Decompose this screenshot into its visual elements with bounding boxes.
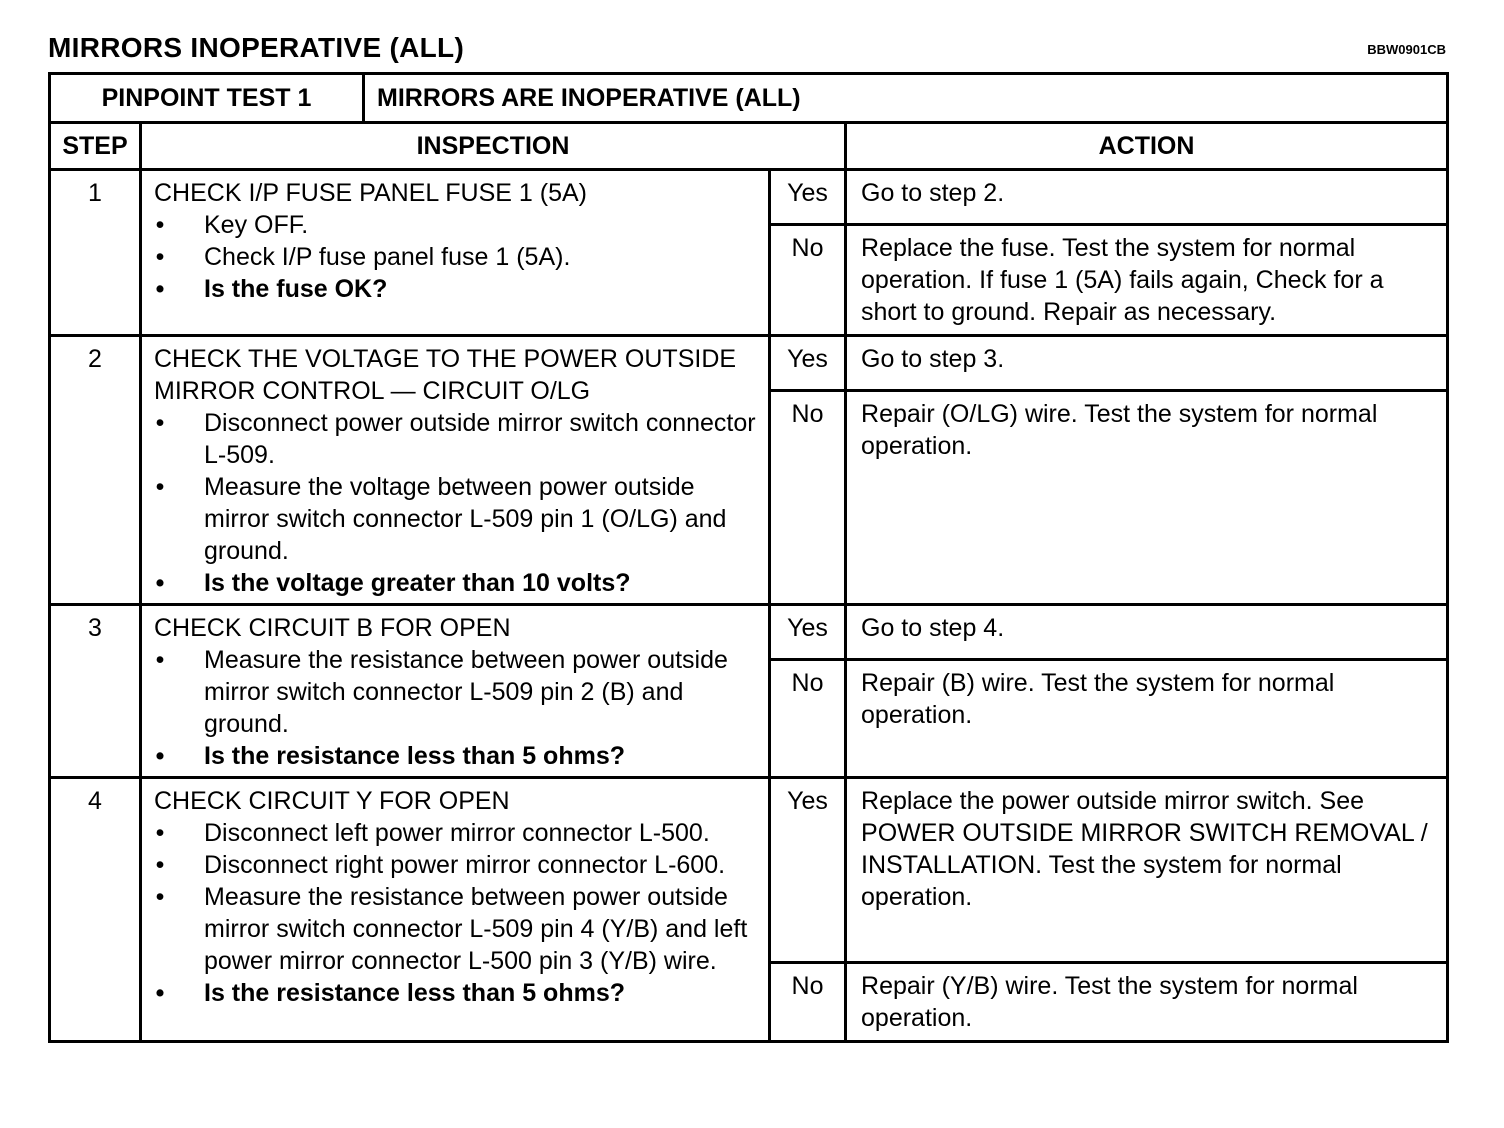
inspection-item-text: Measure the resistance between power outside mirror switch connector L-509 pin 2 (B) and ground. bbox=[204, 646, 728, 738]
step-row bbox=[50, 170, 1448, 225]
step-number: 2 bbox=[50, 336, 141, 605]
inspection-cell bbox=[141, 170, 770, 336]
step-number: 3 bbox=[50, 605, 141, 778]
inspection-item bbox=[154, 644, 758, 740]
inspection-item bbox=[154, 849, 758, 881]
step-row bbox=[50, 336, 1448, 391]
inspection-item-text: Disconnect right power mirror connector L-600. bbox=[204, 851, 726, 879]
inspection-heading: CHECK THE VOLTAGE TO THE POWER OUTSIDE MIRROR CONTROL — CIRCUIT O/LG bbox=[154, 345, 737, 405]
no-label: No bbox=[770, 225, 846, 336]
bullet-icon: • bbox=[155, 275, 165, 303]
bullet-icon: • bbox=[155, 883, 165, 911]
inspection-question-text: Is the resistance less than 5 ohms? bbox=[204, 979, 625, 1007]
pinpoint-test-table bbox=[48, 72, 1449, 1043]
inspection-heading: CHECK CIRCUIT B FOR OPEN bbox=[154, 614, 511, 642]
steps-body bbox=[50, 170, 1448, 1042]
inspection-question bbox=[154, 273, 758, 305]
yes-label: Yes bbox=[770, 605, 846, 660]
inspection-cell bbox=[141, 605, 770, 778]
inspection-question-text: Is the voltage greater than 10 volts? bbox=[204, 569, 631, 597]
no-label: No bbox=[770, 660, 846, 778]
no-label: No bbox=[770, 391, 846, 605]
inspection-item bbox=[154, 471, 758, 567]
header-step: STEP bbox=[50, 123, 141, 170]
pinpoint-title-row bbox=[50, 74, 1448, 123]
yes-label: Yes bbox=[770, 336, 846, 391]
header-inspection: INSPECTION bbox=[141, 123, 846, 170]
yes-label: Yes bbox=[770, 778, 846, 963]
bullet-icon: • bbox=[155, 979, 165, 1007]
bullet-icon: • bbox=[155, 243, 165, 271]
header-action: ACTION bbox=[846, 123, 1448, 170]
yes-action: Replace the power outside mirror switch. See POWER OUTSIDE MIRROR SWITCH REMOVAL / INSTALLATION. Test the system for normal operation. bbox=[846, 778, 1448, 963]
bullet-icon: • bbox=[155, 569, 165, 597]
bullet-icon: • bbox=[155, 473, 165, 501]
inspection-question-text: Is the resistance less than 5 ohms? bbox=[204, 742, 625, 770]
yes-action: Go to step 2. bbox=[846, 170, 1448, 225]
inspection-list bbox=[154, 209, 758, 305]
inspection-item bbox=[154, 407, 758, 471]
inspection-question bbox=[154, 977, 758, 1009]
inspection-cell bbox=[141, 336, 770, 605]
inspection-list bbox=[154, 644, 758, 772]
inspection-heading: CHECK CIRCUIT Y FOR OPEN bbox=[154, 787, 510, 815]
inspection-item-text: Measure the resistance between power outside mirror switch connector L-509 pin 4 (Y/B) and left power mirror connector L-500 pin 3 (Y/B) wire. bbox=[204, 883, 748, 975]
header-row bbox=[50, 123, 1448, 170]
inspection-item-text: Disconnect power outside mirror switch connector L-509. bbox=[204, 409, 756, 469]
yes-action: Go to step 3. bbox=[846, 336, 1448, 391]
inspection-item bbox=[154, 817, 758, 849]
inspection-list bbox=[154, 407, 758, 599]
inspection-item bbox=[154, 209, 758, 241]
pinpoint-label: PINPOINT TEST 1 bbox=[50, 74, 364, 123]
bullet-icon: • bbox=[155, 409, 165, 437]
bullet-icon: • bbox=[155, 742, 165, 770]
inspection-item-text: Check I/P fuse panel fuse 1 (5A). bbox=[204, 243, 571, 271]
step-number: 4 bbox=[50, 778, 141, 1042]
bullet-icon: • bbox=[155, 211, 165, 239]
inspection-question-text: Is the fuse OK? bbox=[204, 275, 388, 303]
yes-action: Go to step 4. bbox=[846, 605, 1448, 660]
page-title: MIRRORS INOPERATIVE (ALL) bbox=[48, 32, 465, 63]
pinpoint-title: MIRRORS ARE INOPERATIVE (ALL) bbox=[364, 74, 1448, 123]
bullet-icon: • bbox=[155, 646, 165, 674]
step-row bbox=[50, 778, 1448, 963]
bullet-icon: • bbox=[155, 819, 165, 847]
no-action: Repair (O/LG) wire. Test the system for normal operation. bbox=[846, 391, 1448, 605]
no-action: Repair (Y/B) wire. Test the system for normal operation. bbox=[846, 963, 1448, 1042]
document-code: BBW0901CB bbox=[1367, 42, 1446, 57]
step-number: 1 bbox=[50, 170, 141, 336]
inspection-item-text: Disconnect left power mirror connector L-500. bbox=[204, 819, 710, 847]
inspection-item bbox=[154, 241, 758, 273]
no-action: Repair (B) wire. Test the system for normal operation. bbox=[846, 660, 1448, 778]
inspection-item bbox=[154, 881, 758, 977]
bullet-icon: • bbox=[155, 851, 165, 879]
inspection-item-text: Measure the voltage between power outside mirror switch connector L-509 pin 1 (O/LG) and ground. bbox=[204, 473, 727, 565]
inspection-item-text: Key OFF. bbox=[204, 211, 309, 239]
step-row bbox=[50, 605, 1448, 660]
no-label: No bbox=[770, 963, 846, 1042]
inspection-question bbox=[154, 740, 758, 772]
inspection-heading: CHECK I/P FUSE PANEL FUSE 1 (5A) bbox=[154, 179, 587, 207]
inspection-list bbox=[154, 817, 758, 1009]
yes-label: Yes bbox=[770, 170, 846, 225]
inspection-question bbox=[154, 567, 758, 599]
inspection-cell bbox=[141, 778, 770, 1042]
no-action: Replace the fuse. Test the system for normal operation. If fuse 1 (5A) fails again, Check for a short to ground. Repair as necessary. bbox=[846, 225, 1448, 336]
